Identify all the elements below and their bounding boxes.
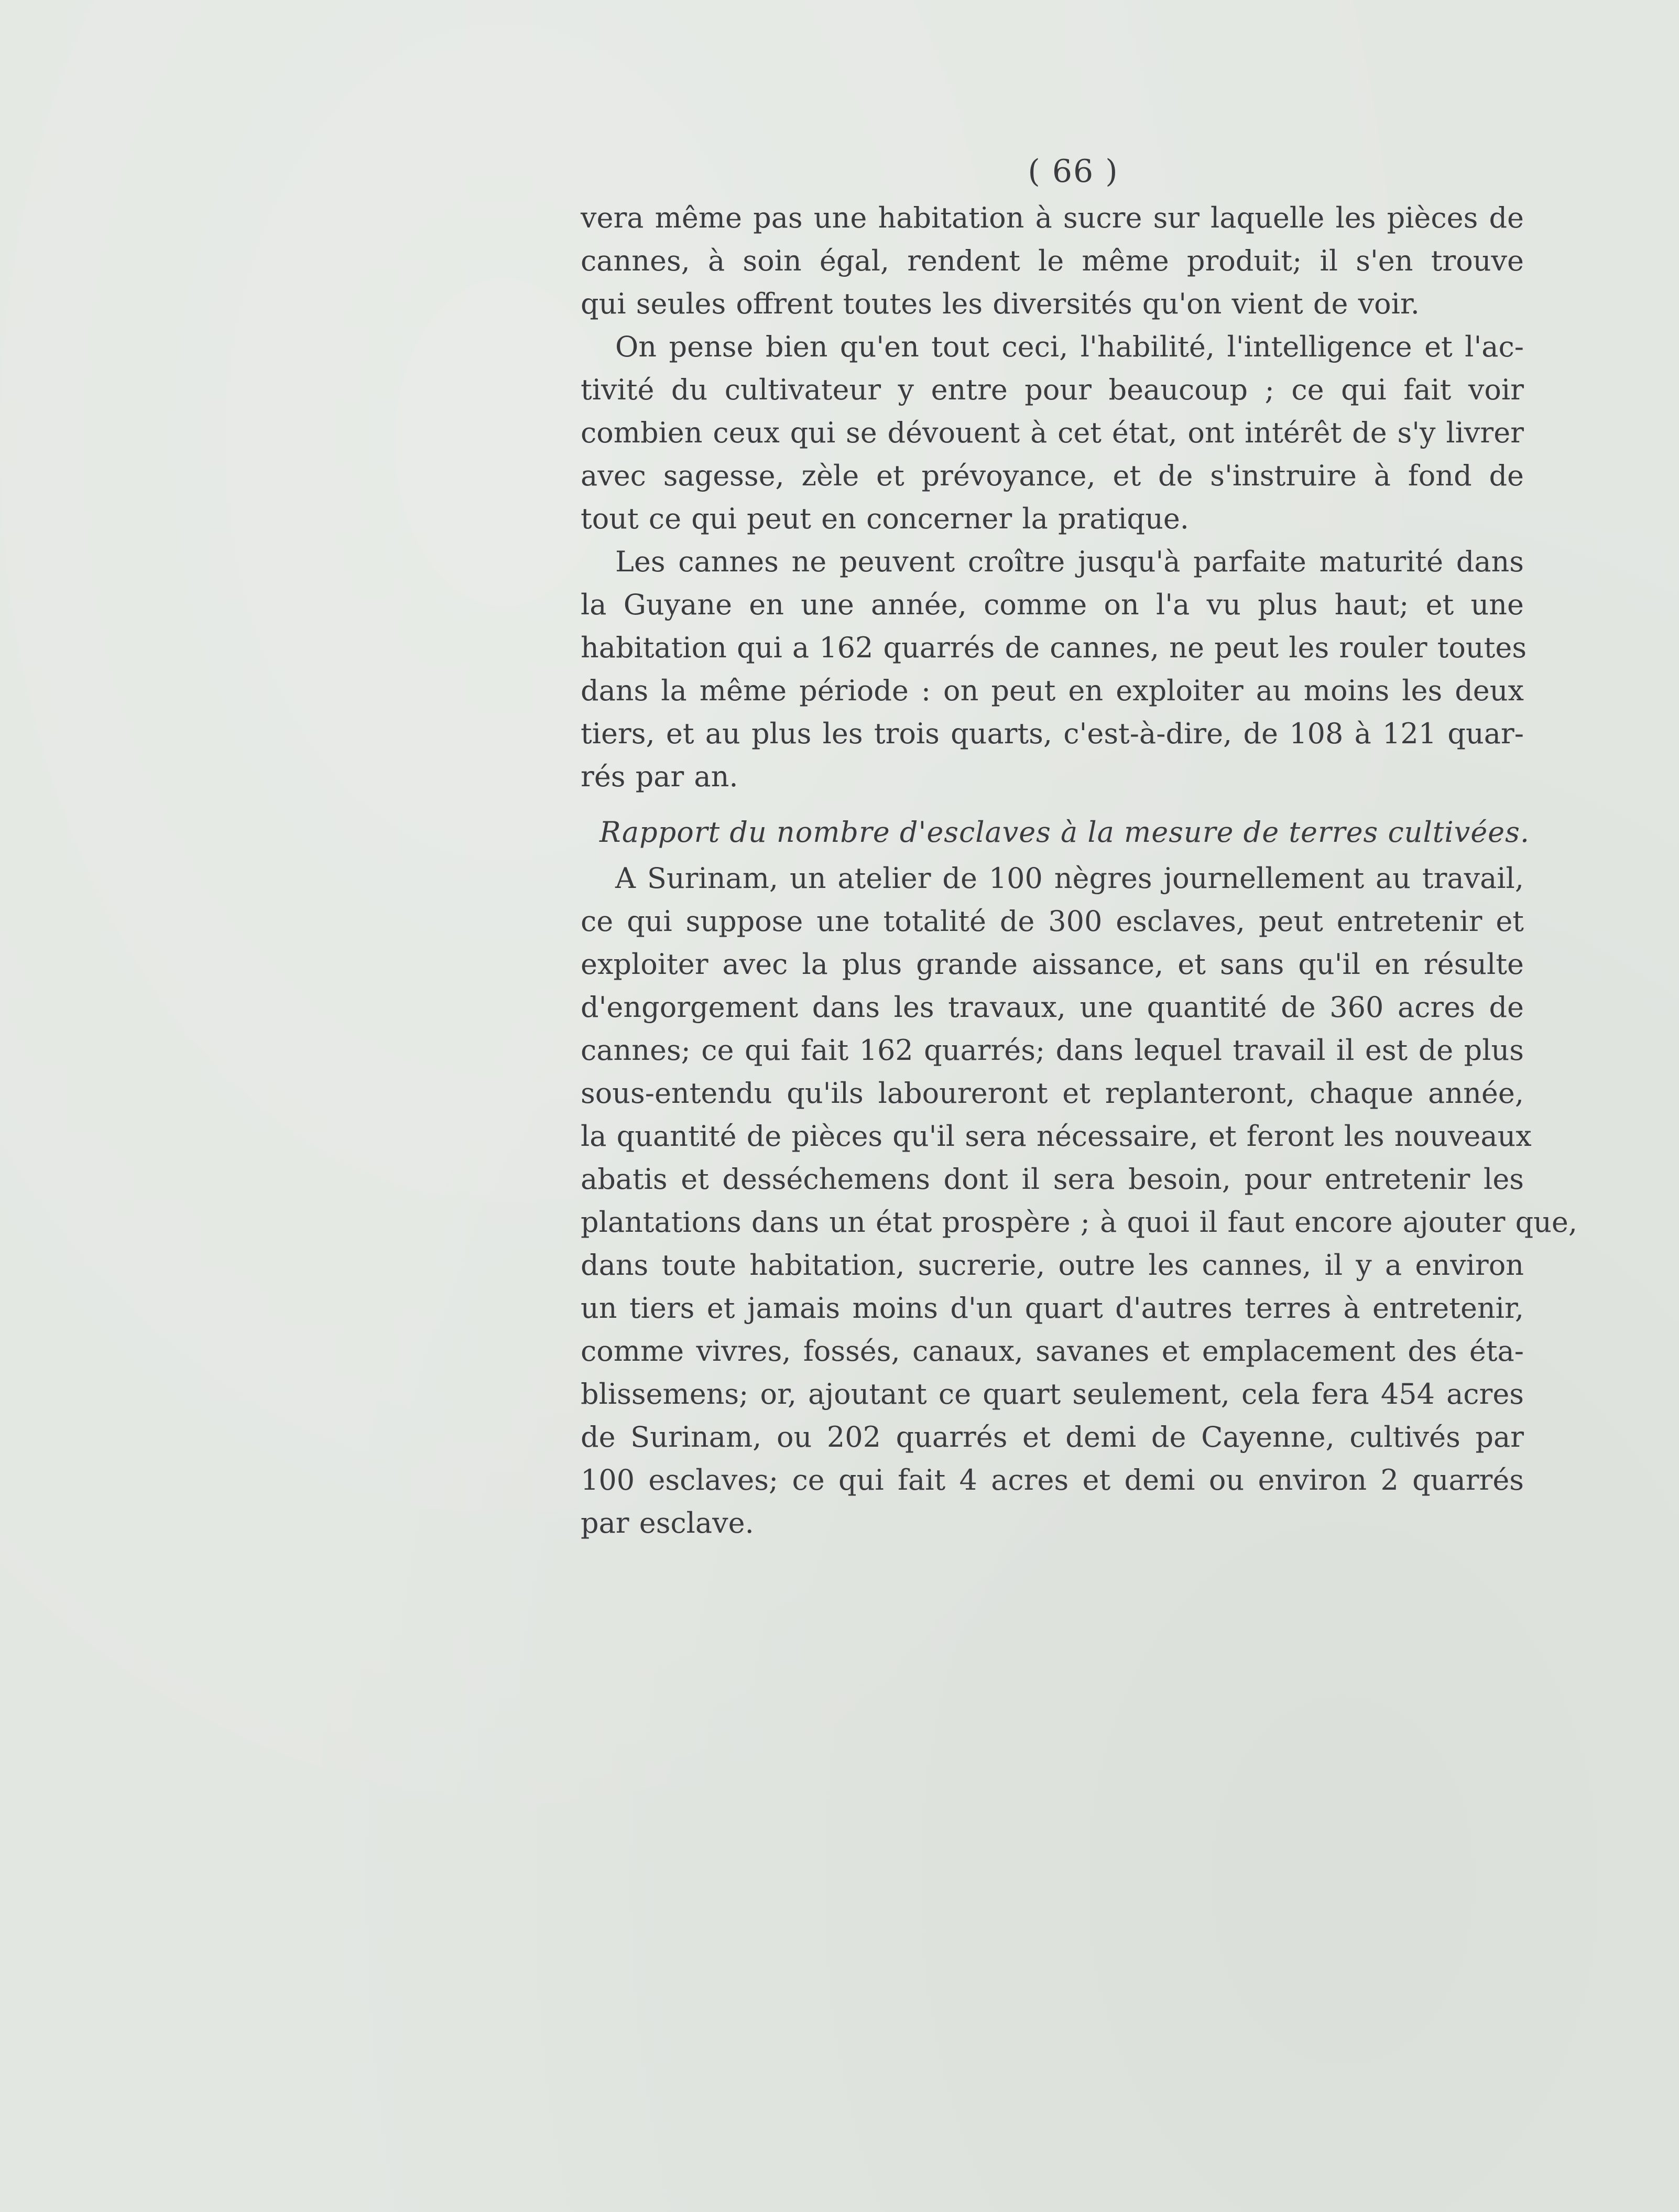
- text-line: plantations dans un état prospère ; à quoi il faut encore ajouter que,: [581, 1206, 1578, 1239]
- section-heading: Rapport du nombre d'esclaves à la mesure de terres cultivées.: [599, 816, 1530, 849]
- page-number: ( 66 ): [1028, 153, 1119, 190]
- page-text: [581, 147, 1578, 1545]
- text-line: vera même pas une habitation à sucre sur laquelle les pièces de: [581, 201, 1524, 234]
- text-line: On pense bien qu'en tout ceci, l'habilité, l'intelligence et l'ac-: [615, 330, 1524, 363]
- text-line: blissemens; or, ajoutant ce quart seulement, cela fera 454 acres: [581, 1378, 1524, 1411]
- text-line: rés par an.: [581, 760, 738, 793]
- text-line: de Surinam, ou 202 quarrés et demi de Cayenne, cultivés par: [581, 1421, 1524, 1454]
- paragraph-1: [581, 197, 1524, 326]
- text-line: A Surinam, un atelier de 100 nègres journellement au travail,: [615, 862, 1524, 895]
- paragraph-3: [581, 540, 1527, 798]
- text-line: d'engorgement dans les travaux, une quantité de 360 acres de: [581, 991, 1524, 1024]
- text-line: la Guyane en une année, comme on l'a vu plus haut; et une: [581, 588, 1524, 621]
- text-line: tivité du cultivateur y entre pour beaucoup ; ce qui fait voir: [581, 373, 1524, 406]
- text-line: tiers, et au plus les trois quarts, c'est-à-dire, de 108 à 121 quar-: [581, 717, 1524, 750]
- text-line: un tiers et jamais moins d'un quart d'autres terres à entretenir,: [581, 1292, 1524, 1325]
- text-line: tout ce qui peut en concerner la pratique.: [581, 502, 1189, 535]
- text-line: cannes; ce qui fait 162 quarrés; dans lequel travail il est de plus: [581, 1034, 1524, 1067]
- text-line: habitation qui a 162 quarrés de cannes, ne peut les rouler toutes: [581, 631, 1527, 664]
- paragraph-4: [581, 857, 1578, 1545]
- text-line: la quantité de pièces qu'il sera nécessaire, et feront les nouveaux: [581, 1120, 1532, 1153]
- paragraph-2: [581, 326, 1524, 540]
- text-line: combien ceux qui se dévouent à cet état, ont intérêt de s'y livrer: [581, 416, 1524, 449]
- text-line: dans la même période : on peut en exploiter au moins les deux: [581, 674, 1524, 707]
- text-line: abatis et desséchemens dont il sera besoin, pour entretenir les: [581, 1163, 1524, 1196]
- text-line: exploiter avec la plus grande aissance, et sans qu'il en résulte: [581, 948, 1524, 981]
- text-line: sous-entendu qu'ils laboureront et replanteront, chaque année,: [581, 1077, 1524, 1110]
- text-line: cannes, à soin égal, rendent le même produit; il s'en trouve: [581, 244, 1524, 277]
- text-line: qui seules offrent toutes les diversités qu'on vient de voir.: [581, 287, 1420, 320]
- text-line: comme vivres, fossés, canaux, savanes et emplacement des éta-: [581, 1335, 1524, 1368]
- text-line: ce qui suppose une totalité de 300 esclaves, peut entretenir et: [581, 905, 1524, 938]
- text-line: Les cannes ne peuvent croître jusqu'à parfaite maturité dans: [615, 545, 1524, 578]
- text-line: par esclave.: [581, 1506, 754, 1539]
- text-line: 100 esclaves; ce qui fait 4 acres et demi ou environ 2 quarrés: [581, 1463, 1524, 1497]
- text-line: dans toute habitation, sucrerie, outre les cannes, il y a environ: [581, 1249, 1524, 1282]
- text-line: avec sagesse, zèle et prévoyance, et de s'instruire à fond de: [581, 459, 1524, 492]
